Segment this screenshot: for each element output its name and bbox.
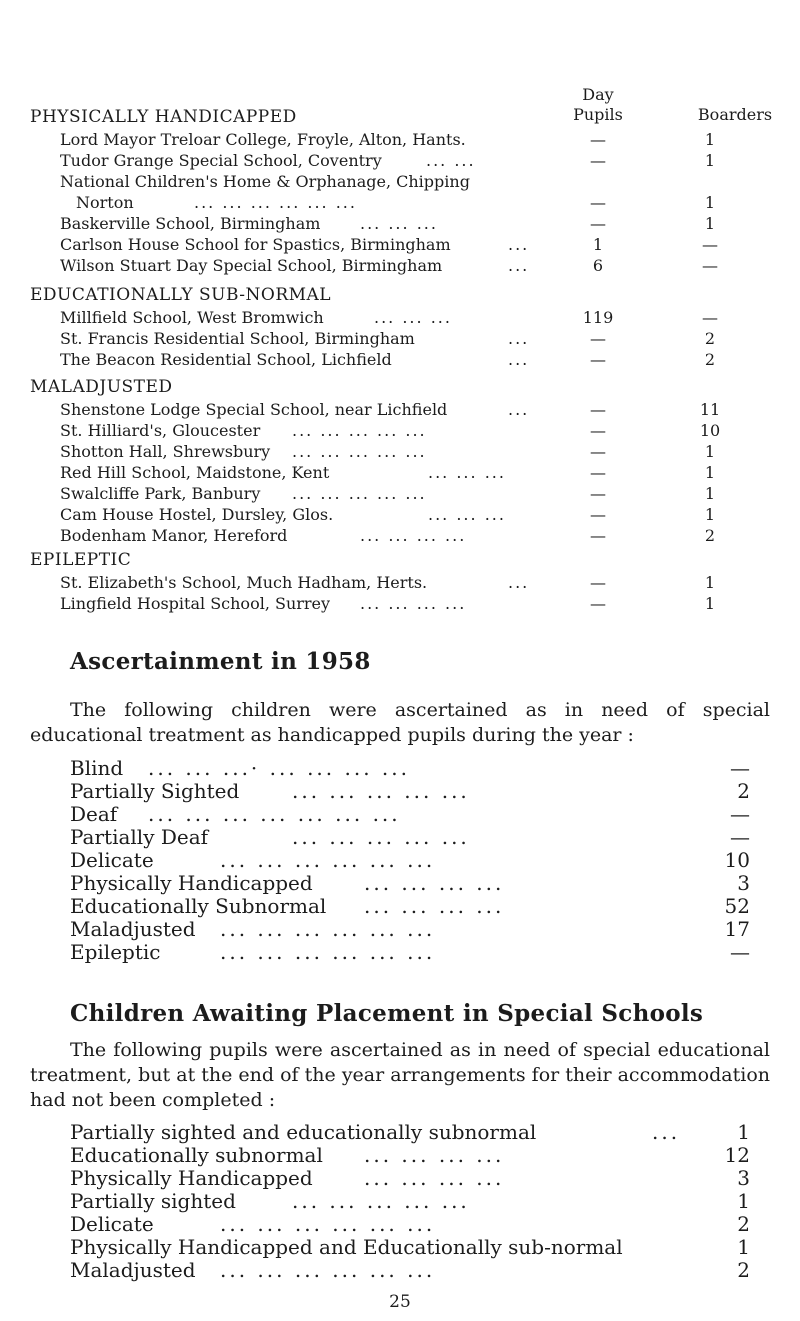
school-name: Millfield School, West Bromwich bbox=[60, 308, 324, 327]
school-name: Bodenham Manor, Hereford bbox=[60, 526, 288, 545]
day-pupils-value: — bbox=[590, 329, 606, 348]
boarders-value: 11 bbox=[699, 400, 721, 419]
item-value: 10 bbox=[724, 848, 750, 872]
day-pupils-value: — bbox=[590, 573, 606, 592]
section-educationally-subnormal bbox=[30, 283, 790, 370]
item-label: Physically Handicapped bbox=[70, 1166, 313, 1190]
school-name: Carlson House School for Spastics, Birmingham bbox=[60, 235, 451, 254]
item-label: Educationally Subnormal bbox=[70, 894, 327, 918]
list-item bbox=[70, 1190, 750, 1213]
school-name: Swalcliffe Park, Banbury bbox=[60, 484, 261, 503]
day-pupils-value: — bbox=[590, 526, 606, 545]
item-label: Maladjusted bbox=[70, 1258, 196, 1282]
awaiting-list bbox=[70, 1121, 750, 1282]
leader-dots: ... ... ... ... ... ... bbox=[220, 1212, 436, 1236]
table-row bbox=[30, 462, 790, 483]
leader-dots: ... ... ... ... bbox=[360, 594, 467, 613]
leader-dots: ... ... ... ... ... bbox=[292, 825, 470, 849]
day-pupils-value: — bbox=[590, 484, 606, 503]
table-row bbox=[30, 234, 790, 255]
leader-dots: ... ... bbox=[426, 151, 476, 170]
boarders-value: 1 bbox=[704, 594, 716, 613]
school-name: Lord Mayor Treloar College, Froyle, Alton, Hants. bbox=[60, 130, 466, 149]
boarders-value: 10 bbox=[699, 421, 721, 440]
leader-dots: ... ... ... ... ... ... bbox=[220, 1258, 436, 1282]
boarders-value: 1 bbox=[704, 151, 716, 170]
school-name: St. Francis Residential School, Birmingham bbox=[60, 329, 415, 348]
leader-dots: ... ... ... bbox=[374, 308, 452, 327]
table-row bbox=[30, 441, 790, 462]
list-item bbox=[70, 803, 750, 826]
table-row bbox=[30, 307, 790, 328]
leader-dots: ... ... ... bbox=[428, 463, 506, 482]
boarders-value: 2 bbox=[704, 526, 716, 545]
boarders-value: — bbox=[702, 235, 718, 254]
item-value: 1 bbox=[737, 1189, 750, 1213]
item-label: Delicate bbox=[70, 848, 154, 872]
leader-dots: ... bbox=[508, 329, 530, 348]
list-item bbox=[70, 895, 750, 918]
section-title: MALADJUSTED bbox=[30, 377, 173, 397]
leader-dots: ... ... ... ... ... bbox=[292, 421, 427, 440]
boarders-value: 1 bbox=[704, 484, 716, 503]
leader-dots: ... ... ... ... ... ... bbox=[220, 917, 436, 941]
item-value: — bbox=[730, 802, 750, 826]
list-item bbox=[70, 872, 750, 895]
table-row bbox=[30, 349, 790, 370]
table-row bbox=[30, 593, 790, 614]
list-item bbox=[70, 918, 750, 941]
boarders-value: — bbox=[702, 256, 718, 275]
day-pupils-value: — bbox=[590, 421, 606, 440]
leader-dots: ... ... ... ... ... ... bbox=[220, 940, 436, 964]
leader-dots: ... ... ... ... ... ... bbox=[194, 193, 357, 212]
school-name: Lingfield Hospital School, Surrey bbox=[60, 594, 331, 613]
item-value: — bbox=[730, 940, 750, 964]
leader-dots: ... ... ... ... ... bbox=[292, 779, 470, 803]
day-pupils-value: 6 bbox=[592, 256, 604, 275]
day-pupils-value: — bbox=[590, 463, 606, 482]
column-header-boarders: Boarders bbox=[697, 105, 773, 124]
leader-dots: ... ... ...· ... ... ... ... bbox=[148, 756, 411, 780]
boarders-value: 1 bbox=[704, 463, 716, 482]
table-row bbox=[30, 483, 790, 504]
day-pupils-value: — bbox=[590, 505, 606, 524]
item-value: 17 bbox=[724, 917, 750, 941]
school-name: Red Hill School, Maidstone, Kent bbox=[60, 463, 330, 482]
item-label: Physically Handicapped and Educationally sub-normal bbox=[70, 1235, 623, 1259]
school-name: Wilson Stuart Day Special School, Birmingham bbox=[60, 256, 443, 275]
list-item bbox=[70, 941, 750, 964]
leader-dots: ... bbox=[508, 235, 530, 254]
item-value: 2 bbox=[737, 1258, 750, 1282]
leader-dots: ... ... ... ... ... ... ... bbox=[148, 802, 401, 826]
day-pupils-value: — bbox=[590, 442, 606, 461]
day-pupils-value: — bbox=[590, 400, 606, 419]
table-row bbox=[30, 572, 790, 593]
item-value: 2 bbox=[737, 1212, 750, 1236]
school-name: Cam House Hostel, Dursley, Glos. bbox=[60, 505, 334, 524]
table-row bbox=[30, 525, 790, 546]
section-physically-handicapped bbox=[30, 105, 790, 276]
boarders-value: 1 bbox=[704, 573, 716, 592]
table-row bbox=[30, 399, 790, 420]
item-label: Maladjusted bbox=[70, 917, 196, 941]
boarders-value: 1 bbox=[704, 505, 716, 524]
item-label: Partially Deaf bbox=[70, 825, 209, 849]
leader-dots: ... ... ... ... bbox=[364, 1166, 505, 1190]
item-label: Partially Sighted bbox=[70, 779, 240, 803]
leader-dots: ... bbox=[508, 350, 530, 369]
leader-dots: ... ... ... bbox=[360, 214, 438, 233]
leader-dots: ... ... ... ... bbox=[360, 526, 467, 545]
item-label: Epileptic bbox=[70, 940, 161, 964]
leader-dots: ... ... ... bbox=[428, 505, 506, 524]
list-item bbox=[70, 1167, 750, 1190]
table-row bbox=[30, 171, 790, 192]
item-label: Educationally subnormal bbox=[70, 1143, 323, 1167]
leader-dots: ... ... ... ... ... bbox=[292, 442, 427, 461]
ascertainment-heading: Ascertainment in 1958 bbox=[70, 648, 371, 675]
leader-dots: ... bbox=[652, 1120, 681, 1144]
list-item bbox=[70, 1144, 750, 1167]
awaiting-intro: The following pupils were ascertained as in need of special educational treatment, but at the end of the year arrangements for their accommodation had not been completed : bbox=[30, 1039, 770, 1111]
day-pupils-value: — bbox=[590, 193, 606, 212]
table-row bbox=[30, 255, 790, 276]
item-label: Partially sighted and educationally subnormal bbox=[70, 1120, 537, 1144]
leader-dots: ... ... ... ... ... ... bbox=[220, 848, 436, 872]
school-name: Shenstone Lodge Special School, near Lichfield bbox=[60, 400, 448, 419]
list-item bbox=[70, 1121, 750, 1144]
boarders-value: 1 bbox=[704, 130, 716, 149]
table-row bbox=[30, 328, 790, 349]
page-number: 25 bbox=[389, 1292, 411, 1312]
column-header-day: Day bbox=[582, 85, 614, 104]
item-value: 52 bbox=[724, 894, 750, 918]
list-item bbox=[70, 780, 750, 803]
list-item bbox=[70, 1213, 750, 1236]
ascertainment-intro: The following children were ascertained as in need of special educational treatment as handicapped pupils during the year : bbox=[30, 699, 770, 746]
school-name: Norton bbox=[76, 193, 134, 212]
leader-dots: ... ... ... ... bbox=[364, 871, 505, 895]
school-name: Baskerville School, Birmingham bbox=[60, 214, 321, 233]
leader-dots: ... ... ... ... bbox=[364, 894, 505, 918]
column-header-pupils: Pupils bbox=[573, 105, 623, 124]
table-row bbox=[30, 504, 790, 525]
item-value: 3 bbox=[737, 1166, 750, 1190]
day-pupils-value: 119 bbox=[582, 308, 614, 327]
item-label: Partially sighted bbox=[70, 1189, 236, 1213]
section-title: EDUCATIONALLY SUB-NORMAL bbox=[30, 285, 332, 305]
school-name: The Beacon Residential School, Lichfield bbox=[60, 350, 392, 369]
item-value: — bbox=[730, 825, 750, 849]
item-value: 3 bbox=[737, 871, 750, 895]
school-name: St. Hilliard's, Gloucester bbox=[60, 421, 261, 440]
boarders-value: 1 bbox=[704, 193, 716, 212]
boarders-value: 2 bbox=[704, 329, 716, 348]
item-value: 1 bbox=[737, 1120, 750, 1144]
school-name: Tudor Grange Special School, Coventry bbox=[60, 151, 382, 170]
item-label: Deaf bbox=[70, 802, 118, 826]
school-name: National Children's Home & Orphanage, Chipping bbox=[60, 172, 470, 191]
list-item bbox=[70, 757, 750, 780]
day-pupils-value: 1 bbox=[592, 235, 604, 254]
day-pupils-value: — bbox=[590, 151, 606, 170]
item-value: — bbox=[730, 756, 750, 780]
leader-dots: ... ... ... ... ... bbox=[292, 484, 427, 503]
table-row bbox=[30, 129, 790, 150]
list-item bbox=[70, 849, 750, 872]
item-value: 2 bbox=[737, 779, 750, 803]
section-title: EPILEPTIC bbox=[30, 550, 132, 570]
section-epileptic bbox=[30, 548, 790, 614]
list-item bbox=[70, 1259, 750, 1282]
day-pupils-value: — bbox=[590, 350, 606, 369]
boarders-value: 1 bbox=[704, 214, 716, 233]
leader-dots: ... bbox=[508, 573, 530, 592]
list-item bbox=[70, 1236, 750, 1259]
school-name: Shotton Hall, Shrewsbury bbox=[60, 442, 271, 461]
day-pupils-value: — bbox=[590, 594, 606, 613]
boarders-value: 1 bbox=[704, 442, 716, 461]
ascertainment-list bbox=[70, 757, 750, 964]
leader-dots: ... ... ... ... bbox=[364, 1143, 505, 1167]
leader-dots: ... bbox=[508, 400, 530, 419]
table-row bbox=[30, 420, 790, 441]
item-label: Blind bbox=[70, 756, 124, 780]
day-pupils-value: — bbox=[590, 130, 606, 149]
school-name: St. Elizabeth's School, Much Hadham, Herts. bbox=[60, 573, 428, 592]
item-value: 1 bbox=[737, 1235, 750, 1259]
table-row bbox=[30, 213, 790, 234]
item-label: Delicate bbox=[70, 1212, 154, 1236]
item-label: Physically Handicapped bbox=[70, 871, 313, 895]
item-value: 12 bbox=[724, 1143, 750, 1167]
leader-dots: ... ... ... ... ... bbox=[292, 1189, 470, 1213]
boarders-value: — bbox=[702, 308, 718, 327]
boarders-value: 2 bbox=[704, 350, 716, 369]
day-pupils-value: — bbox=[590, 214, 606, 233]
section-maladjusted bbox=[30, 375, 790, 546]
leader-dots: ... bbox=[508, 256, 530, 275]
table-row bbox=[30, 150, 790, 171]
list-item bbox=[70, 826, 750, 849]
table-row bbox=[30, 192, 790, 213]
section-title: PHYSICALLY HANDICAPPED bbox=[30, 107, 297, 127]
awaiting-heading: Children Awaiting Placement in Special Schools bbox=[70, 1000, 704, 1027]
